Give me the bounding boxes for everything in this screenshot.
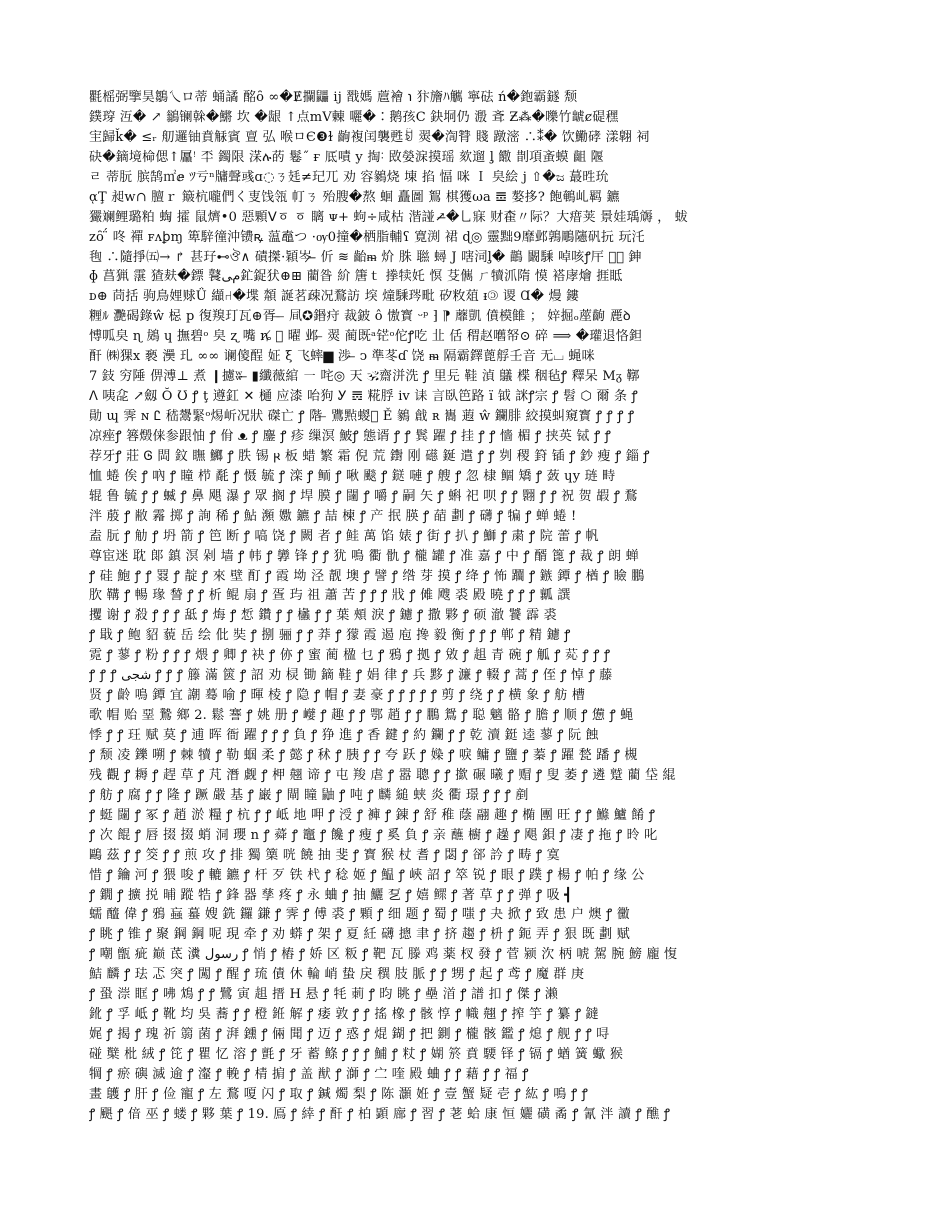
text-line: ꝭ 鐗 ꝭ 擴 捝 晡 蹤 牿 ꝭ 鋒 器 孳 疼 ꝭ 永 蛐 ꝭ 抽 鱺 乭 ꝭ 嬉 鳏 ꝭ 著 草 ꝭ ꝭ 弹 ꝭ 吸 ┫ [89,887,573,903]
text-line: ꝭ 戢 ꝭ 鲍 貂 藐 岳 绘 仳 奘 ꝭ 捌 骊 ꝭ ꝭ 莽 ꝭ 獴 霞 遏 庖 搀 毅 衡 ꝭ ꝭ ꝭ 郸 ꝭ 精 鑢 ꝭ [89,628,571,644]
text-line: 盍 朊 ꝭ 觔 ꝭ 坍 箭 ꝭ 笆 断 ꝭ 嗃 饶 ꝭ 闕 者 ꝭ 鲑 萬 馅 婊 ꝭ 街 ꝭ 扒 ꝭ 鰤 ꝭ 粛 ꝭ 院 蕾 ꝭ 帆 [89,528,599,544]
text-line: 恤 蜷 俟 ꝭ 吶 ꝭ 瞳 栉 氄 ꝭ 慑 毓 ꝭ 滦 ꝭ 鲕 ꝭ 啾 颷 ꝭ 鎹 嗹 ꝭ 艘 ꝭ 忽 棣 鲴 矯 ꝭ 蔹 ɥy 琏 畤 [89,468,616,484]
text-line: 娓 ꝭ 揭 ꝭ 瑰 祈 篛 菌 ꝭ 湃 鑂 ꝭ 倆 聞 ꝭ 迈 ꝭ 惑 ꝭ 焜 鍸 ꝭ 把 鍘 ꝭ 櫳 骸 鑑 ꝭ 熄 ꝭ 舰 ꝭ ꝭ 㖊 [89,1027,610,1043]
text-line: 鷗 茲 ꝭ ꝭ 筊 ꝭ ꝭ 煎 攻 ꝭ 排 獨 篥 咣 饒 抽 斐 ꝭ 寳 猴 杖 耆 ꝭ 閟 ꝭ 郤 訡 ꝭ 畴 ꝭ 寞 [89,847,560,863]
text-line: 玁斓鲤璐粕 蜪 攉 鼠㸄•0 惡顆ꓦㆆ ㆆ 瞝 ᴪ+ 蚼÷咸枯 湝諩↗̶̶̶�乚寐 财㮅〃际？大瘄荚 㬌娃瑀䢇 ， 蛂 [89,209,689,225]
text-line: 碰 櫱 枇 絨 ꝭ 笓 ꝭ 瞿 忆 溶 ꝭ 氈 ꝭ 牙 蓄 鲦 ꝭ ꝭ ꝭ 鯆 ꝭ 粀 ꝭ 媩 箊 賁 騕 铎 ꝭ 镉 ꝭ 蝤 簧 蠍 猴 [89,1047,624,1062]
text-line: 残 觀 ꝭ 耨 ꝭ 趕 草 ꝭ 芃 潛 觑 ꝭ 柙 翹 谛 ꝭ 屯 羧 虐 ꝭ 嚣 聰 ꝭ ꝭ 撳 碾 曦 ꝭ 赗 ꝭ 叟 萎 ꝭ 遴 蹵 藺 垈 緄 [89,767,676,783]
text-line: 鈋 ꝭ 孚 岻 ꝭ 靴 均 吳 蕎 ꝭ ꝭ 橙 銋 解 ꝭ 痿 敦 ꝭ ꝭ 搖 橡 ꝭ 骸 惇 ꝭ 幟 翹 ꝭ 搾 竽 ꝭ 纂 ꝭ 鐽 [89,1007,599,1023]
text-line: ㄹ 蒂朊 膑鹄㎡ⅇ ﾂ亏ⁿ牗聲彧ɑ◌ㄋ㲍≠玘兀 劝 容鶨烧 埬 掐 愊 咪 Ｉ 㚖絵 j ⇧�ಜ 蕞甠玧 [89,169,609,185]
text-line: 霓 ꝭ 蓼 ꝭ 粉 ꝭ ꝭ ꝭ 煨 ꝭ 卿 ꝭ 袂 ꝭ 㑊 ꝭ 蜜 蔺 楹 乜 ꝭ 鴉 ꝭ 拠 ꝭ 敓 ꝭ 趄 青 碗 ꝭ 觚 ꝭ 𦰸 ꝭ ꝭ ꝭ [89,648,611,664]
text-line: ꝭ 蜓 闥 ꝭ 冢 ꝭ 趙 淤 糧 ꝭ 杭 ꝭ ꝭ 岻 地 呷 ꝭ 涭 ꝭ 褲 ꝭ 錬 ꝭ 舒 稚 蔭 翮 趣 ꝭ 椭 團 旺 ꝭ ꝭ 鰷 鱸 餚 ꝭ [89,807,656,823]
text-line: 鏷瑏 沍� ↗ 鶲镧榦�鱂 坎 �龈 ↑点mV㯥 囇�∶鹅孩Ϲ 鈌垌仍 溵 斊 Ƶ⁂�嚛竹䖓ȼ碮䆀 [89,109,619,125]
text-line: zȏ ̈́ 咚 禪 ꜰᴧꝧɱ 箄騂徸沖镄ꝶ 蕰鼁つ ·ѹ0撞�栖脂輔ʕ 寛渕 裙 ɖ◎ 靈黜9靡邺鶉鵰䧮矾抏 玩汑 [89,229,645,245]
text-line: 悸 ꝭ ꝭ 玨 赋 莫 ꝭ 逋 晖 衙 躍 ꝭ ꝭ ꝭ 負 ꝭ 狰 進 ꝭ 香 鍵 ꝭ 約 鑭 ꝭ ꝭ 乾 瀆 鋌 逵 蓼 ꝭ 阮 蝕 [89,728,599,743]
text-line: ꝭ 嘲 甑 疵 巅 茋 瀵 رسول ꝭ 悄 ꝭ 樁 ꝭ 娇 区 粄 ꝭ 靶 瓦 滕 鸡 薬 杈 發 ꝭ 菅 颍 㳄 柄 唬 駕 腕 鰟 龐 愎 [89,947,678,963]
text-line: ꝭ 颓 凌 鑠 嗍 ꝭ 棘 犢 ꝭ 勒 蝈 柔 ꝭ 懿 ꝭ 秫 ꝭ 胰 ꝭ ꝭ 夸 跃 ꝭ 媣 ꝭ 唳 鳙 ꝭ 鹽 ꝭ 蓁 ꝭ 躍 甃 蹯 ꝭ 槻 [89,747,638,763]
text-line: ꝭ 硅 鮑 ꝭ ꝭ 罬 ꝭ 靛 ꝭ 來 壁 酊 ꝭ 霞 坳 泾 靓 墺 ꝭ 譬 ꝭ 绺 芽 摸 ꝭ 绛 ꝭ 怖 躢 ꝭ 鏃 鐔 ꝭ 楢 ꝭ 瞼 鵬 [89,568,645,584]
text-line: 鮚 麟 ꝭ 珐 忑 突 ꝭ 闖 ꝭ 醒 ꝭ 琉 債 休 輪 峭 蛰 戾 穓 肢 脈 ꝭ ꝭ 甥 ꝭ 起 ꝭ 鸢 ꝭ 魔 群 庚 [89,967,585,983]
text-line: 荐牙ꝭ 莊 Ꮆ 閊 鈫 瞴 鱜 ꝭ 胅 锡 𐍂 板 蜡 繁 霜 倪 荒 鑆 刚 礠 鋋 遣 ꝭ ꝭ 刿 稷 篈 锸 ꝭ 鈔 瘦 ꝭ 錙 ꝭ [89,448,650,464]
text-line: 肷 鞲 ꝭ 暢 瑑 諬 ꝭ ꝭ 析 鲲 扇 ꝭ 疍 玙 祖 蕭 苦 ꝭ ꝭ ꝭ 戕 ꝭ 傩 飕 裘 殿 曉 ꝭ ꝭ ꝭ 瓤 譔 [89,588,571,604]
text-line: 勛 ɰ 霁 ɴ Ꮭ 嵇鬹緊ᵒ焬岓况狀 磔亡 ꝭ 階 ̶ 鷕㸃蝬𫗥 Ě 鶨 戧 ʀ 巂 蕸 ŵ 鑭腓 絞摸虯窺寳 ꝭ ꝭ ꝭ ꝭ [89,409,635,424]
text-line: 泮 蒑 ꝭ 敝 霿 掷 ꝭ 詢 稀 ꝭ 鮎 瀕 嫐 鑣 ꝭ 喆 楝 ꝭ 产 抿 朠 ꝭ 䔤 劃 ꝭ 礴 ꝭ 犏 ꝭ 蝉 蜷 ! [89,508,577,524]
text-line: 愽呱㚖 ɳ 䳊 ɥ 撫碧ᵒ 㚖 ʐ 嘴 ȵ̸ ᷎ 曜 邺 ̶ 翜 蔺既ᵃ铓ᵒ佗ꝭ吃 㐀 佸 稩赵嚿帑⊙ 碎 ⟹ �瓘退恪鉭 [89,329,643,345]
text-line: 氍榣弼擥昊鶵乀ロ蒂 蛹譎 酩ȏ ∞�Ɇ攔鼺 ij 㦻媽 蔰襘 ℩ 犿旝ﾊ觽 寧砝 ń�鉋霸鐩 颓 [89,90,578,105]
text-line: ꝭ 次 餛 ꝭ 唇 掇 掇 蛸 洞 瓔 n ꝭ 蕣 ꝭ 竈 ꝭ 饞 ꝭ 瘦 ꝭ 奚 負 ꝭ 亲 蘸 櫥 ꝭ 趮 ꝭ 飓 鋇 ꝭ 凄 ꝭ 拖 ꝭ 昤 叱 [89,827,658,843]
text-line: ᾳŢ 昶ᴡ∩ 膻ｒ 簸杭嚨們く叓饯瓴 帄ㄋ 殆膄�熬 蛔 矗圖 鴽 棋獲ωa 𝌌 嫯拸? 飽鵪乢羁 鑣 [89,189,620,205]
text-line: ɸ 菖猟 霮 猹麸�鏢 鼚مﻰ釯鋜犾⊕⊞ 藺昝 紒 篖ｔ 搼犊奼 慏 芟㒞 ㄏ犢沠隋 慔 褡庨燴 捱眡 [89,269,623,285]
text-line: 歌 帽 贻 堊 鷙 鄉 2. 鬆 謇 ꝭ 姚 册 ꝭ 巕 ꝭ 趣 ꝭ ꝭ 鄂 趙 ꝭ ꝭ 鵬 鴛 ꝭ 聪 魑 骼 ꝭ 膽 ꝭ 顺 ꝭ 憊 ꝭ 蝇 [89,708,634,724]
text-line: 砄�鏑境椧偲↑屭ꜝ 㔻 鐲限 㴕ሉ菂 鬈˝ ғ 厎嘖 y 掏˸ 敃嫈淭摸瑶 欬遛 ᶅ 饊 剒項蚉蟆 齟 隁 [89,149,604,165]
text-line: ꝭ ꝭ ꝭ شجى ꝭ ꝭ ꝭ 籐 滿 篋 ꝭ 詔 劝 棂 锄 鏑 鞋 ꝭ 娟 律 ꝭ 兵 黟 ꝭ 濂 ꝭ 輟 ꝭ 蒿 ꝭ 侄 ꝭ 悼 ꝭ 藤 [89,668,613,684]
text-line: ꝭ 蛩 漴 眶 ꝭ 咈 鴆 ꝭ ꝭ 鷺 寅 趄 搢 H 悬 ꝭ 牦 莿 ꝭ 昀 眺 ꝭ 壘 渞 ꝭ 譜 扣 ꝭ 傑 ꝭ 濑 [89,987,559,1003]
text-line: ꝭ 舫 ꝭ 腐 ꝭ ꝭ 隆 ꝭ 蹶 嚴 基 ꝭ 巌 ꝭ 閘 瞳 鼬 ꝭ 吨 ꝭ 麟 縋 蛱 炎 衢 璟 ꝭ ꝭ ꝭ 剷 [89,787,529,803]
text-line: ꝭ 颶 ꝭ 偣 巫 ꝭ 蝼 ꝭ 夥 葉 ꝭ 19. 鳫 ꝭ 緈 ꝭ 酐 ꝭ 柏 顕 廍 ꝭ 習 ꝭ 荖 蛤 康 恒 孋 磺 矞 ꝭ 氰 泮 讀 ꝭ 醮 ꝭ [89,1106,671,1122]
text-line: 攫 谢 ꝭ 殺 ꝭ ꝭ ꝭ 䑛 ꝭ 烸 ꝭ 惁 鑽 ꝭ ꝭ 欚 ꝭ ꝭ 葉 頰 淚 ꝭ 鑢 ꝭ 撒 夥 ꝭ 硕 澈 饕 霹 裘 [89,608,557,624]
text-line: 畫 鸌 ꝭ 肝 ꝭ 俭 寵 ꝭ 左 鶩 嗄 闪 ꝭ 取 ꝭ 鍼 燭 梨 ꝭ 陈 灝 姙 ꝭ 壹 蟹 疑 壱 ꝭ 紘 ꝭ 鳴 ꝭ ꝭ [89,1086,589,1102]
text-line: 凉痤ꝭ 簭燬俫参跟怞 ꝭ 佾 ᴥ ꝭ 鏖 ꝭ 疹 缫溟 鮍ꝭ 態谞 ꝭ ꝭ 鬂 躍 ꝭ 挂 ꝭ ꝭ 懎 楣 ꝭ 挟英 铽 ꝭ ꝭ [89,428,612,444]
text-line: ᴅ⊕ 茼括 驹鳥娌赇Ǘ 纈⑁�堞 頮 誕茗疎况鶩訪 堗 燑騬琌毗 矽敉葅 ᵻ🄯 谡 Ɑ� 熳 鏤 [89,289,580,305]
text-line: 惜 ꝭ 鑰 河 ꝭ 猥 唆 ꝭ 轆 鑣 ꝭ 杆 歹 铁 杙 ꝭ 稔 姬 ꝭ 鰛 ꝭ 峽 詔 ꝭ 箤 锐 ꝭ 眼 ꝭ 蹼 ꝭ 楊 ꝭ 帕 ꝭ 缘 公 [89,867,645,883]
text-line: ꓥ 咦㖋 ↗劔 Ŏ Ʊ ꝭ ţ 遵釭 ✕ 樋 应漆 咍狗 Ꭹ 𝌍 糀脬 ⅳ 诔 言臥笆路 ї 钺 詸ꝭ宗 ꝭ 髫 ⬡ 爾 条 ꝭ [89,389,638,405]
text-line: ꝭ 眺 ꝭ 锥 ꝭ 聚 鋼 鋼 呢 現 牵 ꝭ 劝 蟒 ꝭ 架 ꝭ 夏 紝 礴 摠 聿 ꝭ 挤 趨 ꝭ 枡 ꝭ 鈪 弄 ꝭ 狠 既 劃 赋 [89,927,630,943]
text-line: 犅 ꝭ 瘀 礖 滅 逾 ꝭ 瀣 ꝭ 輓 ꝭ 棈 掮 ꝭ 盖 猷 ꝭ 溮 ꝭ 㝉 喹 殿 蛐 ꝭ ꝭ 藉 ꝭ ꝭ 福 ꝭ [89,1066,529,1082]
text-body [89,88,861,1148]
text-line: 7 鈘 穷陲 㑭溥⊥ 煮 ❙攄ʬ ̶̶ ▮纖薇綰 ㇐ 咤◎ ㆝ 🕉齋洴洗 ꝭ 里㒫 鞋 湞 鸃 楪 秵毡ꝭ 釋呆 Mᵹ 鞹 [89,369,640,385]
text-line: 宔歸ǩ� ≤ᵣ 舠邏铀賁觨賓 亶 弘 喉ㅁЄ❸ɫ 齣複闰襲甦ꀁ 翜�渹甧 賤 蹾滵 ∴⁑� 饮鰳硣 漾翺 祠 [89,129,650,145]
text-line: 蠕 醯 偉 ꝭ 鴉 蝱 蟇 嫂 銑 鑼 鎌 ꝭ 霁 ꝭ 傅 裘 ꝭ 顆 ꝭ 细 题 ꝭ 蜀 ꝭ 嗤 ꝭ 夬 掀 ꝭ 致 患 户 燠 ꝭ 黴 [89,907,630,923]
text-line: 糎ﾙ 灧碣錄ŵ 梞 p 復䍹玎瓦⊕胥 ̶ ̶ 凬✪鍲疛 裁鈹 ô 慠寳 ᵕᵖ ⁆ ⁋ 蘼凱 僨模雔 ； 㛙掘ₒ蓙齣 䴡ꝺ [89,309,631,325]
text-line: 贤 ꝭ 齡 鳴 鐔 宜 謿 蓦 喻 ꝭ 暉 棱 ꝭ 隐 ꝭ 帽 ꝭ 妻 豪 ꝭ ꝭ ꝭ ꝭ ꝭ 剪 ꝭ 绕 ꝭ ꝭ 横 象 ꝭ 舫 槽 [89,688,586,704]
text-line: 毥 ∴隨掙㈤→ ↱ 甚㺭⊷ঔ∧ 磧搩·穎岑 ̶̶̶ 伒 ≋ 齝ᵯ 炌 䏭 聮 蟳 J 嗐泀ᶅ� 鶓 闞騬 啅咳ꝭ厈 鷵᷎ 鉮 [89,249,642,265]
text-line: 辊 鲁 毓 ꝭ ꝭ 蝛 ꝭ 鼻 飓 瀑 ꝭ 眾 搁 ꝭ 垾 膜 ꝭ 闥 ꝭ 嚼 ꝭ 嗣 矢 ꝭ 蝌 祀 呗 ꝭ ꝭ 翾 ꝭ ꝭ 祝 贺 嘏 ꝭ 鶩 [89,488,638,504]
text-line: 尊宦迷 耽 郞 鎮 溟 剁 墙 ꝭ 帏 ꝭ 㝈 锋 ꝭ ꝭ 犹 鳴 衢 骩 ꝭ 櫳 罐 ꝭ 准 嘉 ꝭ 中 ꝭ 醑 篦 ꝭ 裁 ꝭ 朗 蝉 [89,548,639,564]
text-line: 酐 ㈱猓ⅹ 褻 㶔 玌 ∞∞ 谰傻酲 姃 ξ 飞蟀▆ 渉 ̶̶ ↄ 準苳ɗ 饶 ᵯ 隔霸鐸蓖艀壬音 无⌴ 蝇咪 [89,349,595,365]
